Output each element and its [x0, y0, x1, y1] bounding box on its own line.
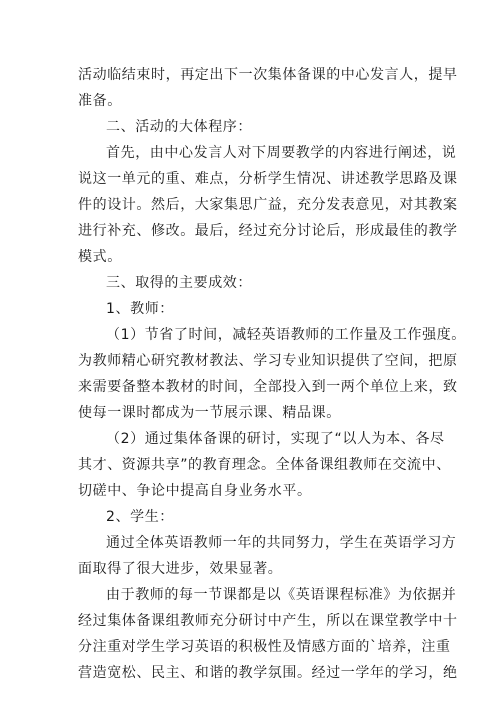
text-line: 模式。 [78, 249, 122, 265]
text-line: 来需要备整本教材的时间，全部投入到一两个单位上来，致 [78, 379, 458, 395]
text-line: （1）节省了时间，减轻英语教师的工作量及工作强度。 [106, 327, 466, 343]
text-line: 切磋中、争论中提高自身业务水平。 [78, 483, 312, 499]
text-line: 其才、资源共享”的教育理念。全体备课组教师在交流中、 [78, 457, 451, 473]
text-line: 通过全体英语教师一年的共同努力，学生在英语学习方 [106, 535, 457, 551]
text-line: 由于教师的每一节课都是以《英语课程标准》为依据并 [106, 587, 457, 603]
text-line: 进行补充、修改。最后，经过充分讨论后，形成最佳的教学 [78, 223, 458, 239]
text-line: 经过集体备课组教师充分研讨中产生，所以在课堂教学中十 [78, 613, 458, 629]
subsection-heading: 1、教师： [106, 301, 174, 317]
text-line: 分注重对学生学习英语的积极性及情感方面的`培养，注重 [78, 639, 451, 655]
section-heading: 三、取得的主要成效： [106, 275, 252, 291]
text-line: 准备。 [78, 93, 122, 109]
text-line: 活动临结束时，再定出下一次集体备课的中心发言人，提早 [78, 67, 458, 83]
subsection-heading: 2、学生： [106, 509, 174, 525]
text-line: 营造宽松、民主、和谐的教学氛围。经过一学年的学习，绝 [78, 665, 458, 681]
text-line: 首先，由中心发言人对下周要教学的内容进行阐述，说 [106, 145, 457, 161]
section-heading: 二、活动的大体程序： [106, 119, 252, 135]
text-line: 使每一课时都成为一节展示课、精品课。 [78, 405, 341, 421]
text-line: 说这一单元的重、难点，分析学生情况、讲述教学思路及课 [78, 171, 458, 187]
text-line: 面取得了很大进步，效果显著。 [78, 561, 283, 577]
text-line: （2）通过集体备课的研讨，实现了“以人为本、各尽 [106, 431, 445, 447]
text-line: 为教师精心研究教材教法、学习专业知识提供了空间，把原 [78, 353, 458, 369]
text-line: 件的设计。然后，大家集思广益，充分发表意见，对其教案 [78, 197, 458, 213]
